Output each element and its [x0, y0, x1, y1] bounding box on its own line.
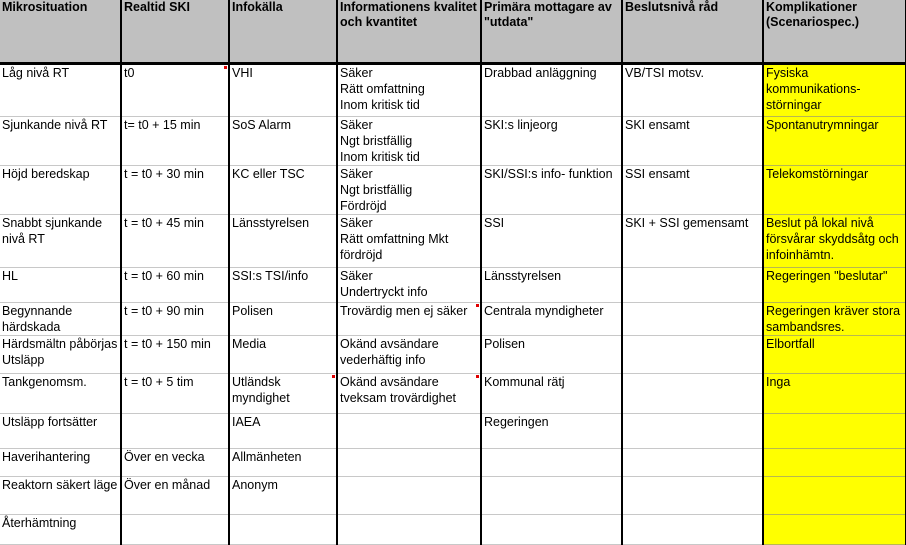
cell-infokalla[interactable]: Media	[229, 336, 337, 374]
cell-beslutsniva[interactable]	[622, 477, 763, 515]
cell-mikrosituation[interactable]: Snabbt sjunkande nivå RT	[0, 215, 121, 268]
cell-kvalitet[interactable]: Säker Ngt bristfällig Inom kritisk tid	[337, 117, 481, 166]
cell-mikrosituation[interactable]: Återhämtning	[0, 515, 121, 545]
cell-mikrosituation[interactable]: Utsläpp fortsätter	[0, 414, 121, 449]
cell-infokalla[interactable]: Polisen	[229, 303, 337, 336]
cell-infokalla[interactable]: Anonym	[229, 477, 337, 515]
cell-infokalla[interactable]: KC eller TSC	[229, 166, 337, 215]
cell-komplikationer[interactable]: Inga	[763, 374, 906, 414]
cell-komplikationer[interactable]	[763, 449, 906, 477]
cell-mikrosituation[interactable]: Låg nivå RT	[0, 64, 121, 117]
cell-realtid[interactable]: t = t0 + 30 min	[121, 166, 229, 215]
cell-mottagare[interactable]: Regeringen	[481, 414, 622, 449]
cell-beslutsniva[interactable]	[622, 336, 763, 374]
cell-beslutsniva[interactable]: VB/TSI motsv.	[622, 64, 763, 117]
cell-realtid[interactable]: Över en månad	[121, 477, 229, 515]
cell-komplikationer[interactable]: Telekomstörningar	[763, 166, 906, 215]
cell-mikrosituation[interactable]: Tankgenomsm.	[0, 374, 121, 414]
table-row	[0, 215, 906, 268]
cell-realtid[interactable]: t = t0 + 45 min	[121, 215, 229, 268]
table-row	[0, 166, 906, 215]
cell-mottagare[interactable]: SKI/SSI:s info- funktion	[481, 166, 622, 215]
table-row	[0, 374, 906, 414]
cell-mikrosituation[interactable]: Sjunkande nivå RT	[0, 117, 121, 166]
cell-beslutsniva[interactable]: SKI + SSI gemensamt	[622, 215, 763, 268]
table-row	[0, 303, 906, 336]
cell-mottagare[interactable]	[481, 515, 622, 545]
cell-kvalitet[interactable]	[337, 414, 481, 449]
cell-mottagare[interactable]: Polisen	[481, 336, 622, 374]
header-informationens-kvalitet[interactable]: Informationens kvalitet och kvantitet	[337, 0, 481, 64]
cell-mottagare[interactable]: Drabbad anläggning	[481, 64, 622, 117]
cell-realtid[interactable]: t = t0 + 90 min	[121, 303, 229, 336]
cell-infokalla[interactable]	[229, 515, 337, 545]
cell-mikrosituation[interactable]: Haverihantering	[0, 449, 121, 477]
cell-komplikationer[interactable]	[763, 477, 906, 515]
header-mikrosituation[interactable]: Mikrosituation	[0, 0, 121, 64]
cell-beslutsniva[interactable]	[622, 449, 763, 477]
table-row	[0, 117, 906, 166]
cell-komplikationer[interactable]: Beslut på lokal nivå försvårar skyddsåtg och infoinhämtn.	[763, 215, 906, 268]
cell-beslutsniva[interactable]	[622, 268, 763, 303]
cell-mottagare[interactable]: Länsstyrelsen	[481, 268, 622, 303]
cell-komplikationer[interactable]: Fysiska kommunikations- störningar	[763, 64, 906, 117]
cell-kvalitet[interactable]: Säker Rätt omfattning Mkt fördröjd	[337, 215, 481, 268]
table-row	[0, 64, 906, 117]
cell-mottagare[interactable]: Kommunal rätj	[481, 374, 622, 414]
cell-realtid[interactable]	[121, 515, 229, 545]
header-realtid[interactable]: Realtid SKI	[121, 0, 229, 64]
cell-mottagare[interactable]: Centrala myndigheter	[481, 303, 622, 336]
cell-beslutsniva[interactable]	[622, 374, 763, 414]
cell-komplikationer[interactable]: Elbortfall	[763, 336, 906, 374]
cell-kvalitet[interactable]: Okänd avsändare tveksam trovärdighet	[337, 374, 481, 414]
cell-infokalla[interactable]: Utländsk myndighet	[229, 374, 337, 414]
cell-komplikationer[interactable]	[763, 414, 906, 449]
cell-mikrosituation[interactable]: Reaktorn säkert läge	[0, 477, 121, 515]
cell-mikrosituation[interactable]: HL	[0, 268, 121, 303]
table-row	[0, 414, 906, 449]
cell-mottagare[interactable]: SSI	[481, 215, 622, 268]
cell-mottagare[interactable]: SKI:s linjeorg	[481, 117, 622, 166]
cell-mottagare[interactable]	[481, 449, 622, 477]
cell-komplikationer[interactable]: Spontanutrymningar	[763, 117, 906, 166]
table-row	[0, 515, 906, 545]
cell-mikrosituation[interactable]: Begynnande härdskada	[0, 303, 121, 336]
cell-komplikationer[interactable]: Regeringen kräver stora sambandsres.	[763, 303, 906, 336]
cell-realtid[interactable]	[121, 414, 229, 449]
cell-komplikationer[interactable]	[763, 515, 906, 545]
cell-kvalitet[interactable]	[337, 449, 481, 477]
cell-realtid[interactable]: t = t0 + 60 min	[121, 268, 229, 303]
cell-kvalitet[interactable]: Säker Rätt omfattning Inom kritisk tid	[337, 64, 481, 117]
cell-realtid[interactable]: t= t0 + 15 min	[121, 117, 229, 166]
cell-mikrosituation[interactable]: Höjd beredskap	[0, 166, 121, 215]
cell-beslutsniva[interactable]	[622, 515, 763, 545]
cell-infokalla[interactable]: Allmänheten	[229, 449, 337, 477]
cell-mottagare[interactable]	[481, 477, 622, 515]
table-row	[0, 449, 906, 477]
cell-beslutsniva[interactable]: SKI ensamt	[622, 117, 763, 166]
cell-mikrosituation[interactable]: Härdsmältn påbörjas Utsläpp	[0, 336, 121, 374]
cell-realtid[interactable]: Över en vecka	[121, 449, 229, 477]
cell-komplikationer[interactable]: Regeringen "beslutar"	[763, 268, 906, 303]
cell-beslutsniva[interactable]	[622, 414, 763, 449]
cell-infokalla[interactable]: Länsstyrelsen	[229, 215, 337, 268]
header-komplikationer[interactable]: Komplikationer (Scenariospec.)	[763, 0, 906, 64]
cell-realtid[interactable]: t0	[121, 64, 229, 117]
cell-kvalitet[interactable]	[337, 515, 481, 545]
cell-kvalitet[interactable]: Säker Undertryckt info	[337, 268, 481, 303]
cell-kvalitet[interactable]: Trovärdig men ej säker	[337, 303, 481, 336]
cell-kvalitet[interactable]: Okänd avsändare vederhäftig info	[337, 336, 481, 374]
table-row	[0, 336, 906, 374]
cell-beslutsniva[interactable]: SSI ensamt	[622, 166, 763, 215]
cell-infokalla[interactable]: VHI	[229, 64, 337, 117]
cell-realtid[interactable]: t = t0 + 150 min	[121, 336, 229, 374]
table-row	[0, 477, 906, 515]
table-row	[0, 268, 906, 303]
header-row	[0, 0, 906, 64]
cell-realtid[interactable]: t = t0 + 5 tim	[121, 374, 229, 414]
cell-infokalla[interactable]: SSI:s TSI/info	[229, 268, 337, 303]
cell-beslutsniva[interactable]	[622, 303, 763, 336]
header-beslutsniva[interactable]: Beslutsnivå råd	[622, 0, 763, 64]
header-primara-mottagare[interactable]: Primära mottagare av "utdata"	[481, 0, 622, 64]
cell-kvalitet[interactable]	[337, 477, 481, 515]
cell-kvalitet[interactable]: Säker Ngt bristfällig Fördröjd	[337, 166, 481, 215]
cell-infokalla[interactable]: SoS Alarm	[229, 117, 337, 166]
cell-infokalla[interactable]: IAEA	[229, 414, 337, 449]
header-infokalla[interactable]: Infokälla	[229, 0, 337, 64]
